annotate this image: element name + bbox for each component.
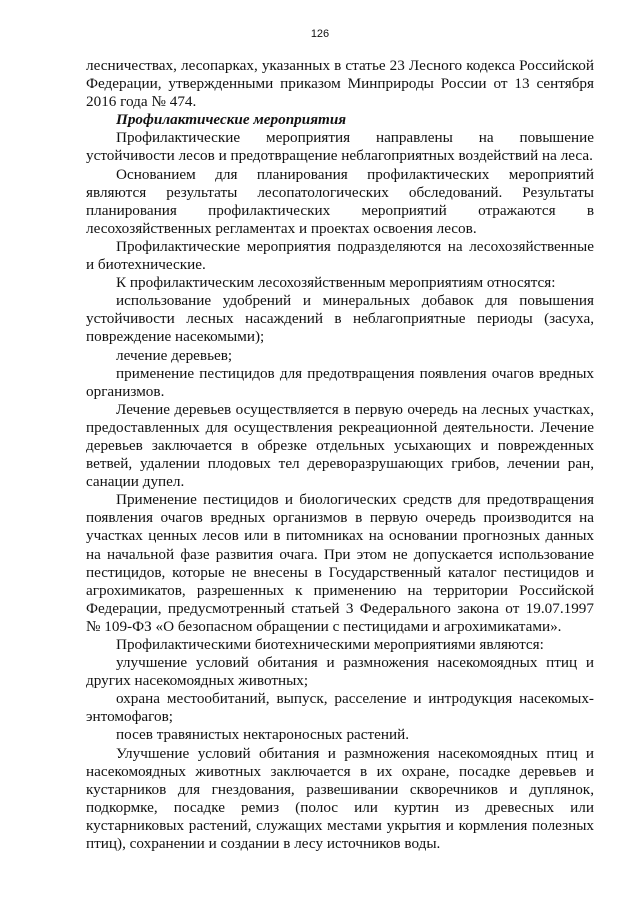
document-body [86, 57, 594, 853]
list-item-tree-treatment: лечение деревьев; [116, 346, 233, 364]
list-item-fertilizers: использование удобрений и минеральных добавок для повышения устойчивости лесных насаждений в неблагоприятные периоды (засуха, повреждение насекомыми); [86, 292, 594, 346]
paragraph-subdivision: Профилактические мероприятия подразделяются на лесохозяйственные и биотехнические. [86, 237, 594, 274]
paragraph-planning-basis: Основанием для планирования профилактических мероприятий являются результаты лесопатологических обследований. Результаты планирования профилактических мероприятий отражаются в лесохозяйственных регламентах и проектах освоения лесов. [86, 165, 594, 237]
list-item-nectar-plants: посев травянистых нектароносных растений. [116, 726, 410, 744]
paragraph-list-intro-biotech: Профилактическими биотехническими мероприятиями являются: [116, 636, 544, 653]
paragraph-tree-treatment: Лечение деревьев осуществляется в первую очередь на лесных участках, предоставленных для осуществления рекреационной деятельности. Лечение деревьев заключается в обрезке отдельных усыхающих и поврежденных ветвей, удалении плодовых тел дереворазрушающих грибов, лечении ран, санации дупел. [86, 400, 594, 491]
list-item-entomophages: охрана местообитаний, выпуск, расселение и интродукция насекомых-энтомофагов; [86, 690, 594, 726]
paragraph-purpose: Профилактические мероприятия направлены на повышение устойчивости лесов и предотвращение неблагоприятных воздействий на леса. [86, 129, 594, 165]
paragraph-bird-habitat-details: Улучшение условий обитания и размножения насекомоядных птиц и насекомоядных животных заключается в их охране, посадке деревьев и кустарников для гнездования, развешивании скворечников и дуплянок, подкормке, посадке ремиз (полос или куртин из древесных или кустарниковых растений, служащих местами укрытия и кормления полезных птиц), сохранении и создании в лесу источников воды. [86, 744, 594, 853]
list-item-bird-habitat: улучшение условий обитания и размножения насекомоядных птиц и других насекомоядных животных; [86, 654, 594, 690]
list-item-pesticides: применение пестицидов для предотвращения появления очагов вредных организмов. [86, 364, 594, 400]
section-heading: Профилактические мероприятия [116, 111, 347, 129]
paragraph-continuation: лесничествах, лесопарках, указанных в статье 23 Лесного кодекса Российской Федерации, утвержденными приказом Минприроды России от 13 сентября 2016 года № 474. [86, 57, 594, 111]
paragraph-list-intro-forestry: К профилактическим лесохозяйственным мероприятиям относятся: [116, 274, 556, 292]
paragraph-pesticide-use: Применение пестицидов и биологических средств для предотвращения появления очагов вредных организмов в первую очередь производится на участках ценных лесов или в питомниках на основании прогнозных данных на начальной фазе развития очага. При этом не допускается использование пестицидов, которые не внесены в Государственный каталог пестицидов и агрохимикатов, разрешенных к применению на территории Российской Федерации, предусмотренный статьей 3 Федерального закона от 19.07.1997 № 109-ФЗ «О безопасном обращении с пестицидами и агрохимикатами». [86, 491, 594, 635]
page-number: 126 [310, 28, 330, 40]
